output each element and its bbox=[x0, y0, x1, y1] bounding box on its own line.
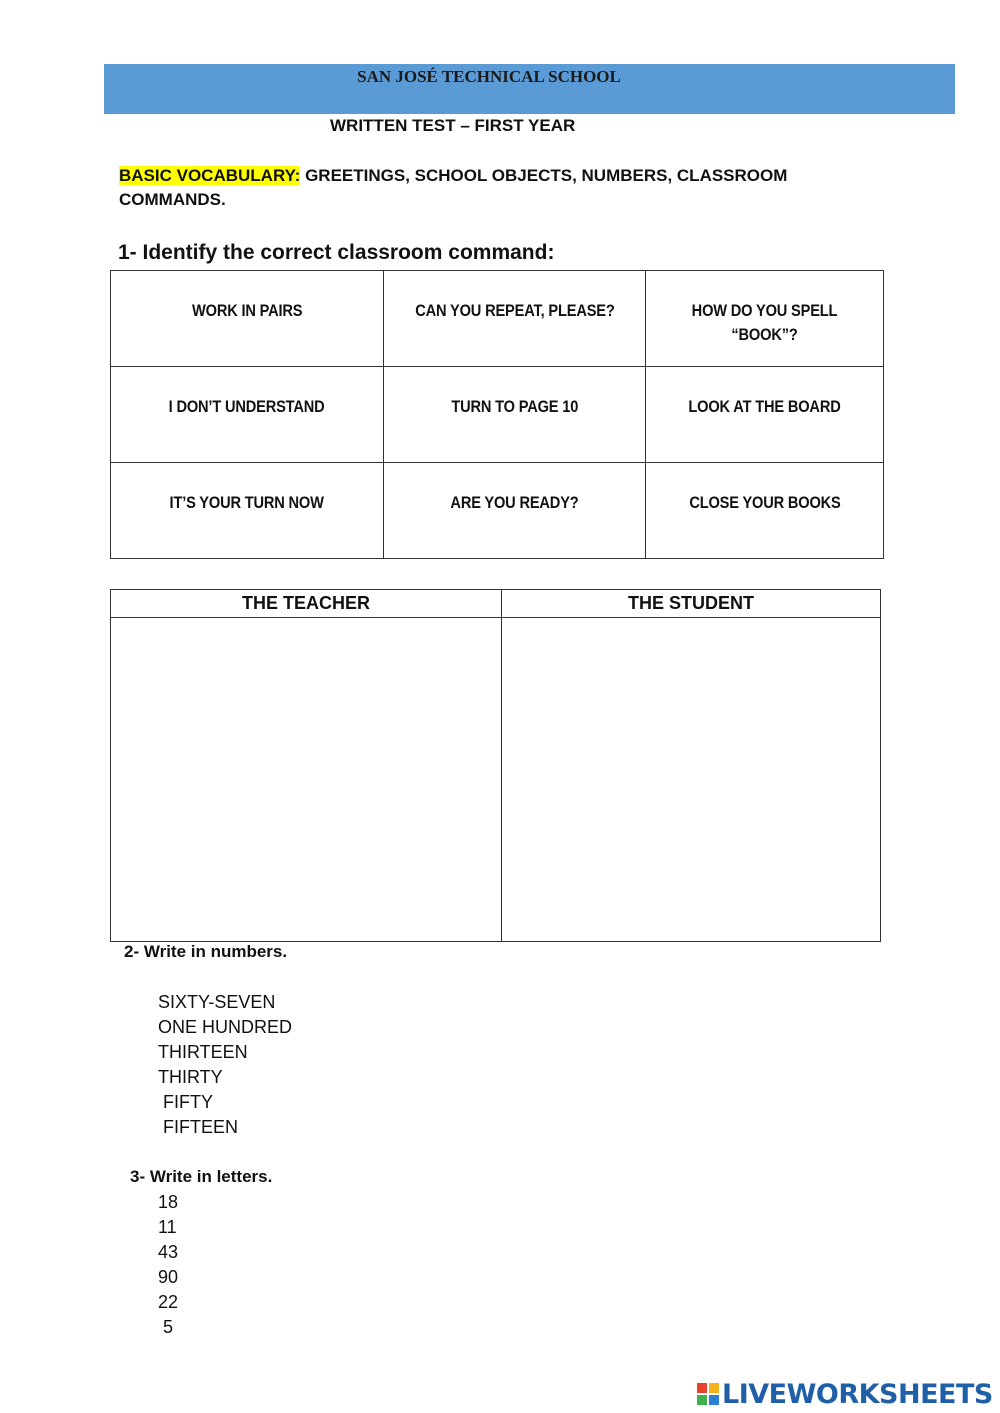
numeral-item: 43 bbox=[158, 1242, 179, 1262]
command-text: WORK IN PAIRS bbox=[191, 301, 303, 320]
command-text: HOW DO YOU SPELL “BOOK”? bbox=[691, 301, 838, 344]
command-text: TURN TO PAGE 10 bbox=[451, 397, 578, 416]
school-name: SAN JOSÉ TECHNICAL SCHOOL bbox=[357, 67, 621, 86]
commands-row bbox=[111, 463, 884, 559]
number-word-item: THIRTEEN bbox=[158, 1042, 248, 1062]
logo-text: LIVEWORKSHEETS bbox=[722, 1378, 993, 1410]
student-column-header: THE STUDENT bbox=[502, 590, 881, 618]
number-word-item: ONE HUNDRED bbox=[158, 1017, 293, 1037]
command-card[interactable] bbox=[111, 271, 384, 367]
commands-row bbox=[111, 367, 884, 463]
command-card[interactable] bbox=[646, 271, 884, 367]
number-word-item: FIFTY bbox=[158, 1092, 213, 1112]
vocabulary-heading bbox=[119, 164, 819, 212]
numeral-item: 22 bbox=[158, 1292, 179, 1312]
teacher-drop-zone[interactable] bbox=[111, 618, 502, 942]
numeral-item: 5 bbox=[158, 1317, 174, 1337]
command-card[interactable] bbox=[646, 463, 884, 559]
question-3-title: 3- Write in letters. bbox=[130, 1167, 273, 1186]
command-card[interactable] bbox=[646, 367, 884, 463]
command-card[interactable] bbox=[384, 367, 646, 463]
number-word-item: THIRTY bbox=[158, 1067, 223, 1087]
numeral-item: 18 bbox=[158, 1192, 179, 1212]
command-text: IT’S YOUR TURN NOW bbox=[169, 493, 325, 512]
numeral-item: 11 bbox=[158, 1217, 177, 1237]
number-word-item: FIFTEEN bbox=[158, 1117, 238, 1137]
school-banner bbox=[104, 64, 955, 114]
command-card[interactable] bbox=[384, 463, 646, 559]
numeral-item: 90 bbox=[158, 1267, 179, 1287]
student-drop-zone[interactable] bbox=[502, 618, 881, 942]
question-2-title: 2- Write in numbers. bbox=[124, 942, 288, 961]
commands-row bbox=[111, 271, 884, 367]
command-text: ARE YOU READY? bbox=[450, 493, 579, 512]
command-text: CAN YOU REPEAT, PLEASE? bbox=[414, 301, 615, 320]
vocabulary-label: BASIC VOCABULARY: bbox=[119, 166, 301, 185]
command-card[interactable] bbox=[384, 271, 646, 367]
vocabulary-topics: GREETINGS, SCHOOL OBJECTS, NUMBERS, CLASSROOM COMMANDS. bbox=[119, 166, 788, 209]
commands-grid bbox=[110, 270, 884, 559]
liveworksheets-logo bbox=[697, 1378, 993, 1410]
number-words-list bbox=[158, 990, 292, 1140]
numerals-list bbox=[158, 1190, 178, 1340]
teacher-column-header: THE TEACHER bbox=[111, 590, 502, 618]
command-card[interactable] bbox=[111, 367, 384, 463]
logo-mark-icon bbox=[697, 1383, 719, 1405]
test-title: WRITTEN TEST – FIRST YEAR bbox=[330, 116, 576, 135]
number-word-item: SIXTY-SEVEN bbox=[158, 992, 276, 1012]
command-text: LOOK AT THE BOARD bbox=[688, 397, 841, 416]
command-text: CLOSE YOUR BOOKS bbox=[688, 493, 841, 512]
teacher-student-table bbox=[110, 589, 881, 942]
command-text: I DON’T UNDERSTAND bbox=[169, 397, 325, 416]
question-1-title: 1- Identify the correct classroom command: bbox=[118, 241, 555, 264]
command-card[interactable] bbox=[111, 463, 384, 559]
